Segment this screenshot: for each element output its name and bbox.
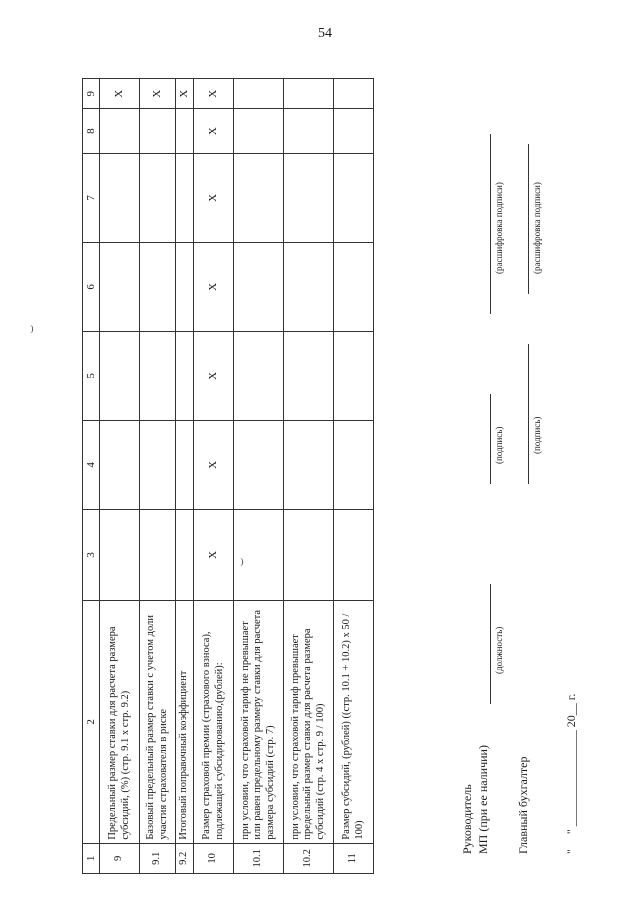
date-line: " " ________________ 20__ г. bbox=[564, 693, 578, 854]
column-header: 2 bbox=[83, 600, 100, 843]
column-header: 9 bbox=[83, 79, 100, 109]
table-cell bbox=[140, 153, 176, 242]
table-cell: X bbox=[194, 79, 234, 109]
column-header: 1 bbox=[83, 843, 100, 873]
table-cell: X bbox=[194, 420, 234, 509]
decoding-line bbox=[490, 134, 491, 314]
table-cell bbox=[284, 79, 334, 109]
table-row bbox=[140, 79, 176, 874]
table-cell: X bbox=[176, 79, 194, 109]
table-cell: X bbox=[194, 509, 234, 600]
column-header: 6 bbox=[83, 242, 100, 331]
table-cell bbox=[284, 331, 334, 420]
table-cell bbox=[334, 79, 374, 109]
accountant-label: Главный бухгалтер bbox=[516, 756, 530, 854]
column-header: 8 bbox=[83, 109, 100, 154]
row-number: 10.2 bbox=[284, 843, 334, 873]
scan-mark: ⁾ bbox=[30, 324, 34, 341]
table-cell bbox=[176, 242, 194, 331]
table-header-row bbox=[83, 79, 100, 874]
table-cell bbox=[176, 153, 194, 242]
table-cell bbox=[100, 420, 140, 509]
table-cell bbox=[140, 331, 176, 420]
table-cell bbox=[100, 109, 140, 154]
table-cell bbox=[176, 109, 194, 154]
position-line bbox=[490, 584, 491, 704]
table-cell bbox=[334, 109, 374, 154]
table-cell: X bbox=[140, 79, 176, 109]
table-cell bbox=[234, 79, 284, 109]
table-cell bbox=[140, 420, 176, 509]
table-row bbox=[284, 79, 334, 874]
row-description: Размер субсидий, (рублей) ((стр. 10.1 + 10.2) x 50 / 100) bbox=[334, 600, 374, 843]
table-cell: X bbox=[194, 331, 234, 420]
table-cell: X bbox=[194, 109, 234, 154]
table-row bbox=[234, 79, 284, 874]
row-number: 9.2 bbox=[176, 843, 194, 873]
table-cell bbox=[100, 331, 140, 420]
mp-label: МП (при ее наличии) bbox=[476, 745, 490, 854]
position-caption: (должность) bbox=[494, 626, 504, 674]
table-cell bbox=[234, 242, 284, 331]
table-cell bbox=[140, 509, 176, 600]
table-cell bbox=[284, 420, 334, 509]
row-description: Размер страховой премии (страхового взноса), подлежащей субсидированию,(рублей): bbox=[194, 600, 234, 843]
accountant-decoding-line bbox=[528, 144, 529, 294]
table-cell bbox=[100, 242, 140, 331]
rotated-form bbox=[82, 54, 640, 874]
table-cell bbox=[176, 420, 194, 509]
row-number: 11 bbox=[334, 843, 374, 873]
table-cell: X bbox=[194, 242, 234, 331]
column-header: 7 bbox=[83, 153, 100, 242]
table-cell: X bbox=[194, 153, 234, 242]
row-number: 9.1 bbox=[140, 843, 176, 873]
table-row bbox=[100, 79, 140, 874]
row-number: 10 bbox=[194, 843, 234, 873]
head-label: Руководитель bbox=[460, 784, 474, 854]
table-cell bbox=[234, 331, 284, 420]
column-header: 5 bbox=[83, 331, 100, 420]
table-cell bbox=[284, 153, 334, 242]
table-cell bbox=[176, 509, 194, 600]
table-cell bbox=[140, 242, 176, 331]
signature-caption: (подпись) bbox=[494, 426, 504, 464]
scan-mark: ⁾ bbox=[240, 557, 244, 574]
accountant-signature-line bbox=[528, 344, 529, 484]
table-cell bbox=[334, 420, 374, 509]
table-row bbox=[176, 79, 194, 874]
table-cell bbox=[234, 509, 284, 600]
table-row bbox=[194, 79, 234, 874]
table-cell bbox=[284, 109, 334, 154]
table-cell bbox=[176, 331, 194, 420]
table-cell bbox=[234, 420, 284, 509]
calculation-table bbox=[82, 78, 374, 874]
column-header: 3 bbox=[83, 509, 100, 600]
table-cell bbox=[334, 509, 374, 600]
table-cell bbox=[100, 153, 140, 242]
row-description: при условии, что страховой тариф не превышает или равен предельному размеру ставки для расчета размера субсидий (стр. 7) bbox=[234, 600, 284, 843]
row-description: Предельный размер ставки для расчета размера субсидий, (%) (стр. 9.1 х стр. 9.2) bbox=[100, 600, 140, 843]
row-description: Базовый предельный размер ставки с учетом доли участия страхователя в риске bbox=[140, 600, 176, 843]
signature-line bbox=[490, 394, 491, 484]
table-cell bbox=[284, 242, 334, 331]
table-cell bbox=[284, 509, 334, 600]
table-cell bbox=[334, 153, 374, 242]
table-cell bbox=[140, 109, 176, 154]
accountant-decoding-caption: (расшифровка подписи) bbox=[532, 182, 542, 274]
page-number: 54 bbox=[318, 26, 332, 41]
row-description: Итоговый поправочный коэффициент bbox=[176, 600, 194, 843]
table-cell bbox=[334, 331, 374, 420]
row-number: 10.1 bbox=[234, 843, 284, 873]
row-number: 9 bbox=[100, 843, 140, 873]
table-cell bbox=[334, 242, 374, 331]
table-cell: X bbox=[100, 79, 140, 109]
accountant-signature-caption: (подпись) bbox=[532, 416, 542, 454]
table-cell bbox=[234, 153, 284, 242]
column-header: 4 bbox=[83, 420, 100, 509]
table-cell bbox=[100, 509, 140, 600]
row-description: при условии, что страховой тариф превышает предельный размер ставки для расчета размера субсидий (стр. 4 х стр. 9 / 100) bbox=[284, 600, 334, 843]
table-row bbox=[334, 79, 374, 874]
decoding-caption: (расшифровка подписи) bbox=[494, 182, 504, 274]
table-cell bbox=[234, 109, 284, 154]
